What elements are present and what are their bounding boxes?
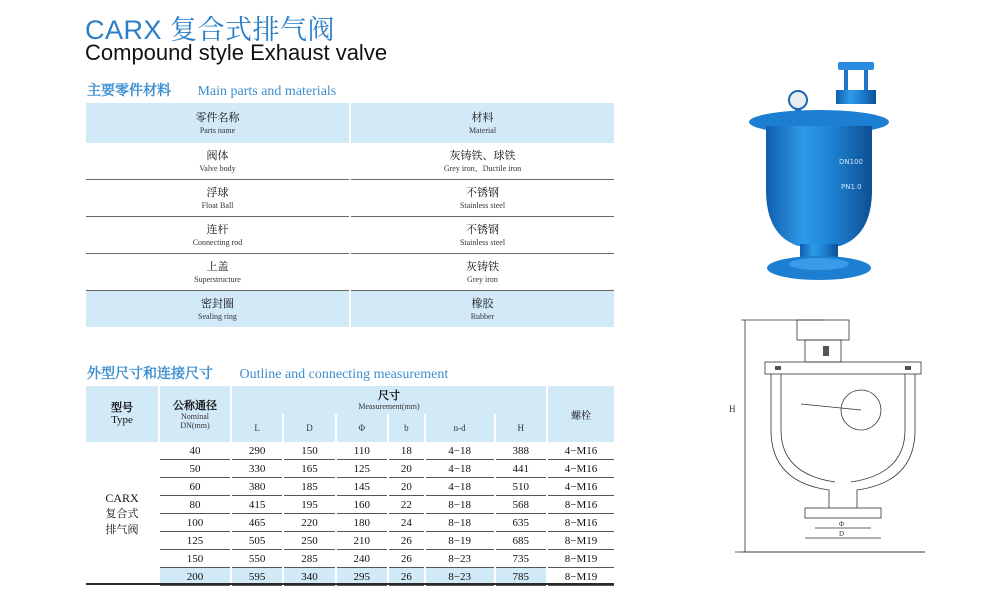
drawing-body-left bbox=[771, 374, 829, 508]
L-cell: 595 bbox=[231, 568, 283, 586]
part-name-cn: 连杆 bbox=[206, 222, 229, 236]
dims-col-L: L bbox=[231, 414, 283, 442]
part-material-en: Stainless steel bbox=[459, 200, 506, 210]
valve-bottom-flange-face bbox=[789, 258, 849, 270]
L-cell: 330 bbox=[231, 460, 283, 478]
H-cell: 388 bbox=[495, 442, 547, 460]
phi-cell: 180 bbox=[336, 514, 388, 532]
H-cell: 510 bbox=[495, 478, 547, 496]
part-material-en: Grey iron、Ductile iron bbox=[443, 163, 522, 173]
parts-header-material bbox=[350, 103, 614, 143]
b-cell: 18 bbox=[388, 442, 425, 460]
D-cell: 185 bbox=[283, 478, 335, 496]
dims-header-row bbox=[86, 386, 614, 414]
drawing-bolt bbox=[775, 366, 781, 370]
phi-cell: 240 bbox=[336, 550, 388, 568]
part-name-cn: 上盖 bbox=[206, 259, 229, 273]
H-cell: 685 bbox=[495, 532, 547, 550]
part-material-cell bbox=[350, 180, 614, 217]
phi-cell: 125 bbox=[336, 460, 388, 478]
D-cell: 285 bbox=[283, 550, 335, 568]
part-name-en: Connecting rod bbox=[192, 237, 243, 247]
table-row bbox=[86, 217, 614, 254]
D-cell: 250 bbox=[283, 532, 335, 550]
dims-header-dn-cn: 公称通径 bbox=[173, 398, 217, 412]
dims-section-title-en: Outline and connecting measurement bbox=[239, 367, 449, 382]
dims-header-measurement bbox=[231, 386, 547, 414]
part-material-cell bbox=[350, 291, 614, 328]
b-cell: 20 bbox=[388, 460, 425, 478]
valve-photo bbox=[744, 60, 894, 288]
dim-label-H: H bbox=[729, 404, 736, 414]
table-row bbox=[86, 550, 614, 568]
parts-section-heading bbox=[87, 80, 336, 100]
nd-cell: 8−19 bbox=[425, 532, 495, 550]
nd-cell: 4−18 bbox=[425, 442, 495, 460]
parts-section-title-cn: 主要零件材料 bbox=[87, 83, 171, 99]
part-name-cell bbox=[86, 143, 350, 180]
part-name-cell bbox=[86, 217, 350, 254]
bolt-cell: 4−M16 bbox=[547, 442, 614, 460]
drawing-upper-flange bbox=[765, 362, 921, 374]
part-name-en: Float Ball bbox=[201, 200, 234, 210]
L-cell: 550 bbox=[231, 550, 283, 568]
bolt-cell: 8−M19 bbox=[547, 550, 614, 568]
part-material-en: Grey iron bbox=[467, 274, 498, 284]
dn-cell: 100 bbox=[159, 514, 231, 532]
type-name-3: 排气阀 bbox=[105, 522, 139, 536]
drawing-bolt bbox=[905, 366, 911, 370]
parts-header-material-cn: 材料 bbox=[471, 110, 494, 124]
dims-col-D: D bbox=[283, 414, 335, 442]
type-name-2: 复合式 bbox=[105, 506, 139, 520]
b-cell: 26 bbox=[388, 568, 425, 586]
dims-col-nd: n-d bbox=[425, 414, 495, 442]
part-name-cn: 密封圈 bbox=[201, 296, 234, 310]
dn-cell: 40 bbox=[159, 442, 231, 460]
H-cell: 735 bbox=[495, 550, 547, 568]
valve-technical-drawing bbox=[725, 312, 935, 557]
dims-table bbox=[86, 386, 614, 586]
part-material-cn: 橡胶 bbox=[471, 296, 494, 310]
bolt-cell: 4−M16 bbox=[547, 478, 614, 496]
nd-cell: 8−18 bbox=[425, 496, 495, 514]
dim-label-D: D bbox=[839, 530, 845, 538]
dims-header-meas-cn: 尺寸 bbox=[378, 389, 400, 402]
valve-cap-post bbox=[864, 70, 868, 92]
parts-header-name-en: Parts name bbox=[199, 125, 236, 135]
L-cell: 380 bbox=[231, 478, 283, 496]
bolt-cell: 8−M19 bbox=[547, 532, 614, 550]
phi-cell: 210 bbox=[336, 532, 388, 550]
b-cell: 26 bbox=[388, 550, 425, 568]
part-material-en: Stainless steel bbox=[459, 237, 506, 247]
part-name-cell bbox=[86, 254, 350, 291]
parts-table-header bbox=[86, 103, 614, 143]
part-name-cell bbox=[86, 180, 350, 217]
page-title-cn: CARX 复合式排气阀 bbox=[85, 15, 336, 45]
page-title-en: Compound style Exhaust valve bbox=[85, 40, 388, 65]
dn-cell: 80 bbox=[159, 496, 231, 514]
table-bottom-rule bbox=[86, 583, 614, 585]
L-cell: 290 bbox=[231, 442, 283, 460]
nd-cell: 8−18 bbox=[425, 514, 495, 532]
table-row bbox=[86, 514, 614, 532]
table-row bbox=[86, 291, 614, 328]
table-row bbox=[86, 143, 614, 180]
part-name-en: Superstructure bbox=[194, 274, 241, 284]
phi-cell: 145 bbox=[336, 478, 388, 496]
part-material-cell bbox=[350, 143, 614, 180]
D-cell: 340 bbox=[283, 568, 335, 586]
valve-cap-post bbox=[844, 70, 848, 92]
nd-cell: 8−23 bbox=[425, 550, 495, 568]
dn-cell: 200 bbox=[159, 568, 231, 586]
b-cell: 20 bbox=[388, 478, 425, 496]
drawing-valve-stem bbox=[823, 346, 829, 356]
dims-header-bolt: 螺栓 bbox=[547, 386, 614, 442]
dims-col-H: H bbox=[495, 414, 547, 442]
table-row bbox=[86, 496, 614, 514]
bolt-cell: 8−M16 bbox=[547, 496, 614, 514]
D-cell: 195 bbox=[283, 496, 335, 514]
H-cell: 441 bbox=[495, 460, 547, 478]
parts-header-material-en: Material bbox=[468, 125, 497, 135]
H-cell: 568 bbox=[495, 496, 547, 514]
part-material-cn: 不锈钢 bbox=[466, 222, 499, 236]
dim-label-phi: Φ bbox=[839, 520, 845, 528]
dims-section-title-cn: 外型尺寸和连接尺寸 bbox=[87, 366, 213, 382]
drawing-connecting-rod bbox=[801, 404, 861, 410]
H-cell: 635 bbox=[495, 514, 547, 532]
bolt-cell: 8−M19 bbox=[547, 568, 614, 586]
part-name-cn: 阀体 bbox=[206, 148, 229, 162]
nd-cell: 4−18 bbox=[425, 460, 495, 478]
table-row bbox=[86, 180, 614, 217]
dims-header-type-cn: 型号 bbox=[111, 401, 133, 414]
phi-cell: 295 bbox=[336, 568, 388, 586]
dims-header-dn bbox=[159, 386, 231, 442]
dn-cell: 60 bbox=[159, 478, 231, 496]
b-cell: 26 bbox=[388, 532, 425, 550]
type-name-cell bbox=[86, 442, 159, 586]
bolt-cell: 4−M16 bbox=[547, 460, 614, 478]
part-material-cn: 灰铸铁 bbox=[466, 259, 499, 273]
L-cell: 465 bbox=[231, 514, 283, 532]
bolt-cell: 8−M16 bbox=[547, 514, 614, 532]
b-cell: 22 bbox=[388, 496, 425, 514]
table-row bbox=[86, 254, 614, 291]
table-row bbox=[86, 532, 614, 550]
table-row bbox=[86, 442, 614, 460]
D-cell: 165 bbox=[283, 460, 335, 478]
valve-neck bbox=[836, 90, 876, 104]
L-cell: 505 bbox=[231, 532, 283, 550]
part-material-cell bbox=[350, 217, 614, 254]
dims-header-type-en: Type bbox=[111, 414, 133, 426]
table-row bbox=[86, 460, 614, 478]
pressure-gauge-icon bbox=[789, 91, 807, 109]
parts-header-name bbox=[86, 103, 350, 143]
dims-section-heading bbox=[87, 363, 448, 383]
part-material-cell bbox=[350, 254, 614, 291]
part-material-en: Rubber bbox=[470, 311, 495, 321]
part-name-en: Sealing ring bbox=[198, 311, 237, 321]
table-row bbox=[86, 478, 614, 496]
nd-cell: 4−18 bbox=[425, 478, 495, 496]
drawing-top-cap bbox=[797, 320, 849, 340]
dims-header-dn-en1: Nominal bbox=[181, 411, 209, 421]
parts-table bbox=[86, 103, 614, 327]
parts-header-name-cn: 零件名称 bbox=[195, 110, 240, 124]
dims-header-type bbox=[86, 386, 159, 442]
D-cell: 150 bbox=[283, 442, 335, 460]
valve-top-cap bbox=[838, 62, 874, 70]
H-cell: 785 bbox=[495, 568, 547, 586]
dn-cell: 125 bbox=[159, 532, 231, 550]
L-cell: 415 bbox=[231, 496, 283, 514]
photo-pn-label: PN1.0 bbox=[841, 183, 862, 191]
part-name-cell bbox=[86, 291, 350, 328]
dn-cell: 50 bbox=[159, 460, 231, 478]
nd-cell: 8−23 bbox=[425, 568, 495, 586]
dims-header-dn-en2: DN(mm) bbox=[180, 420, 210, 430]
phi-cell: 110 bbox=[336, 442, 388, 460]
part-material-cn: 不锈钢 bbox=[466, 185, 499, 199]
drawing-bottom-flange bbox=[805, 508, 881, 518]
type-name-1: CARX bbox=[105, 490, 139, 505]
parts-section-title-en: Main parts and materials bbox=[197, 84, 337, 99]
part-name-cn: 浮球 bbox=[206, 185, 229, 199]
part-name-en: Valve body bbox=[199, 163, 236, 173]
dims-header-meas-en: Measurement(mm) bbox=[358, 402, 420, 411]
drawing-body-inner-left bbox=[781, 374, 835, 482]
drawing-body-right bbox=[857, 374, 915, 508]
dn-cell: 150 bbox=[159, 550, 231, 568]
D-cell: 220 bbox=[283, 514, 335, 532]
dims-col-b: b bbox=[388, 414, 425, 442]
b-cell: 24 bbox=[388, 514, 425, 532]
part-material-cn: 灰铸铁、球铁 bbox=[449, 148, 516, 162]
photo-dn-label: DN100 bbox=[839, 158, 863, 166]
phi-cell: 160 bbox=[336, 496, 388, 514]
dims-col-phi: Φ bbox=[336, 414, 388, 442]
